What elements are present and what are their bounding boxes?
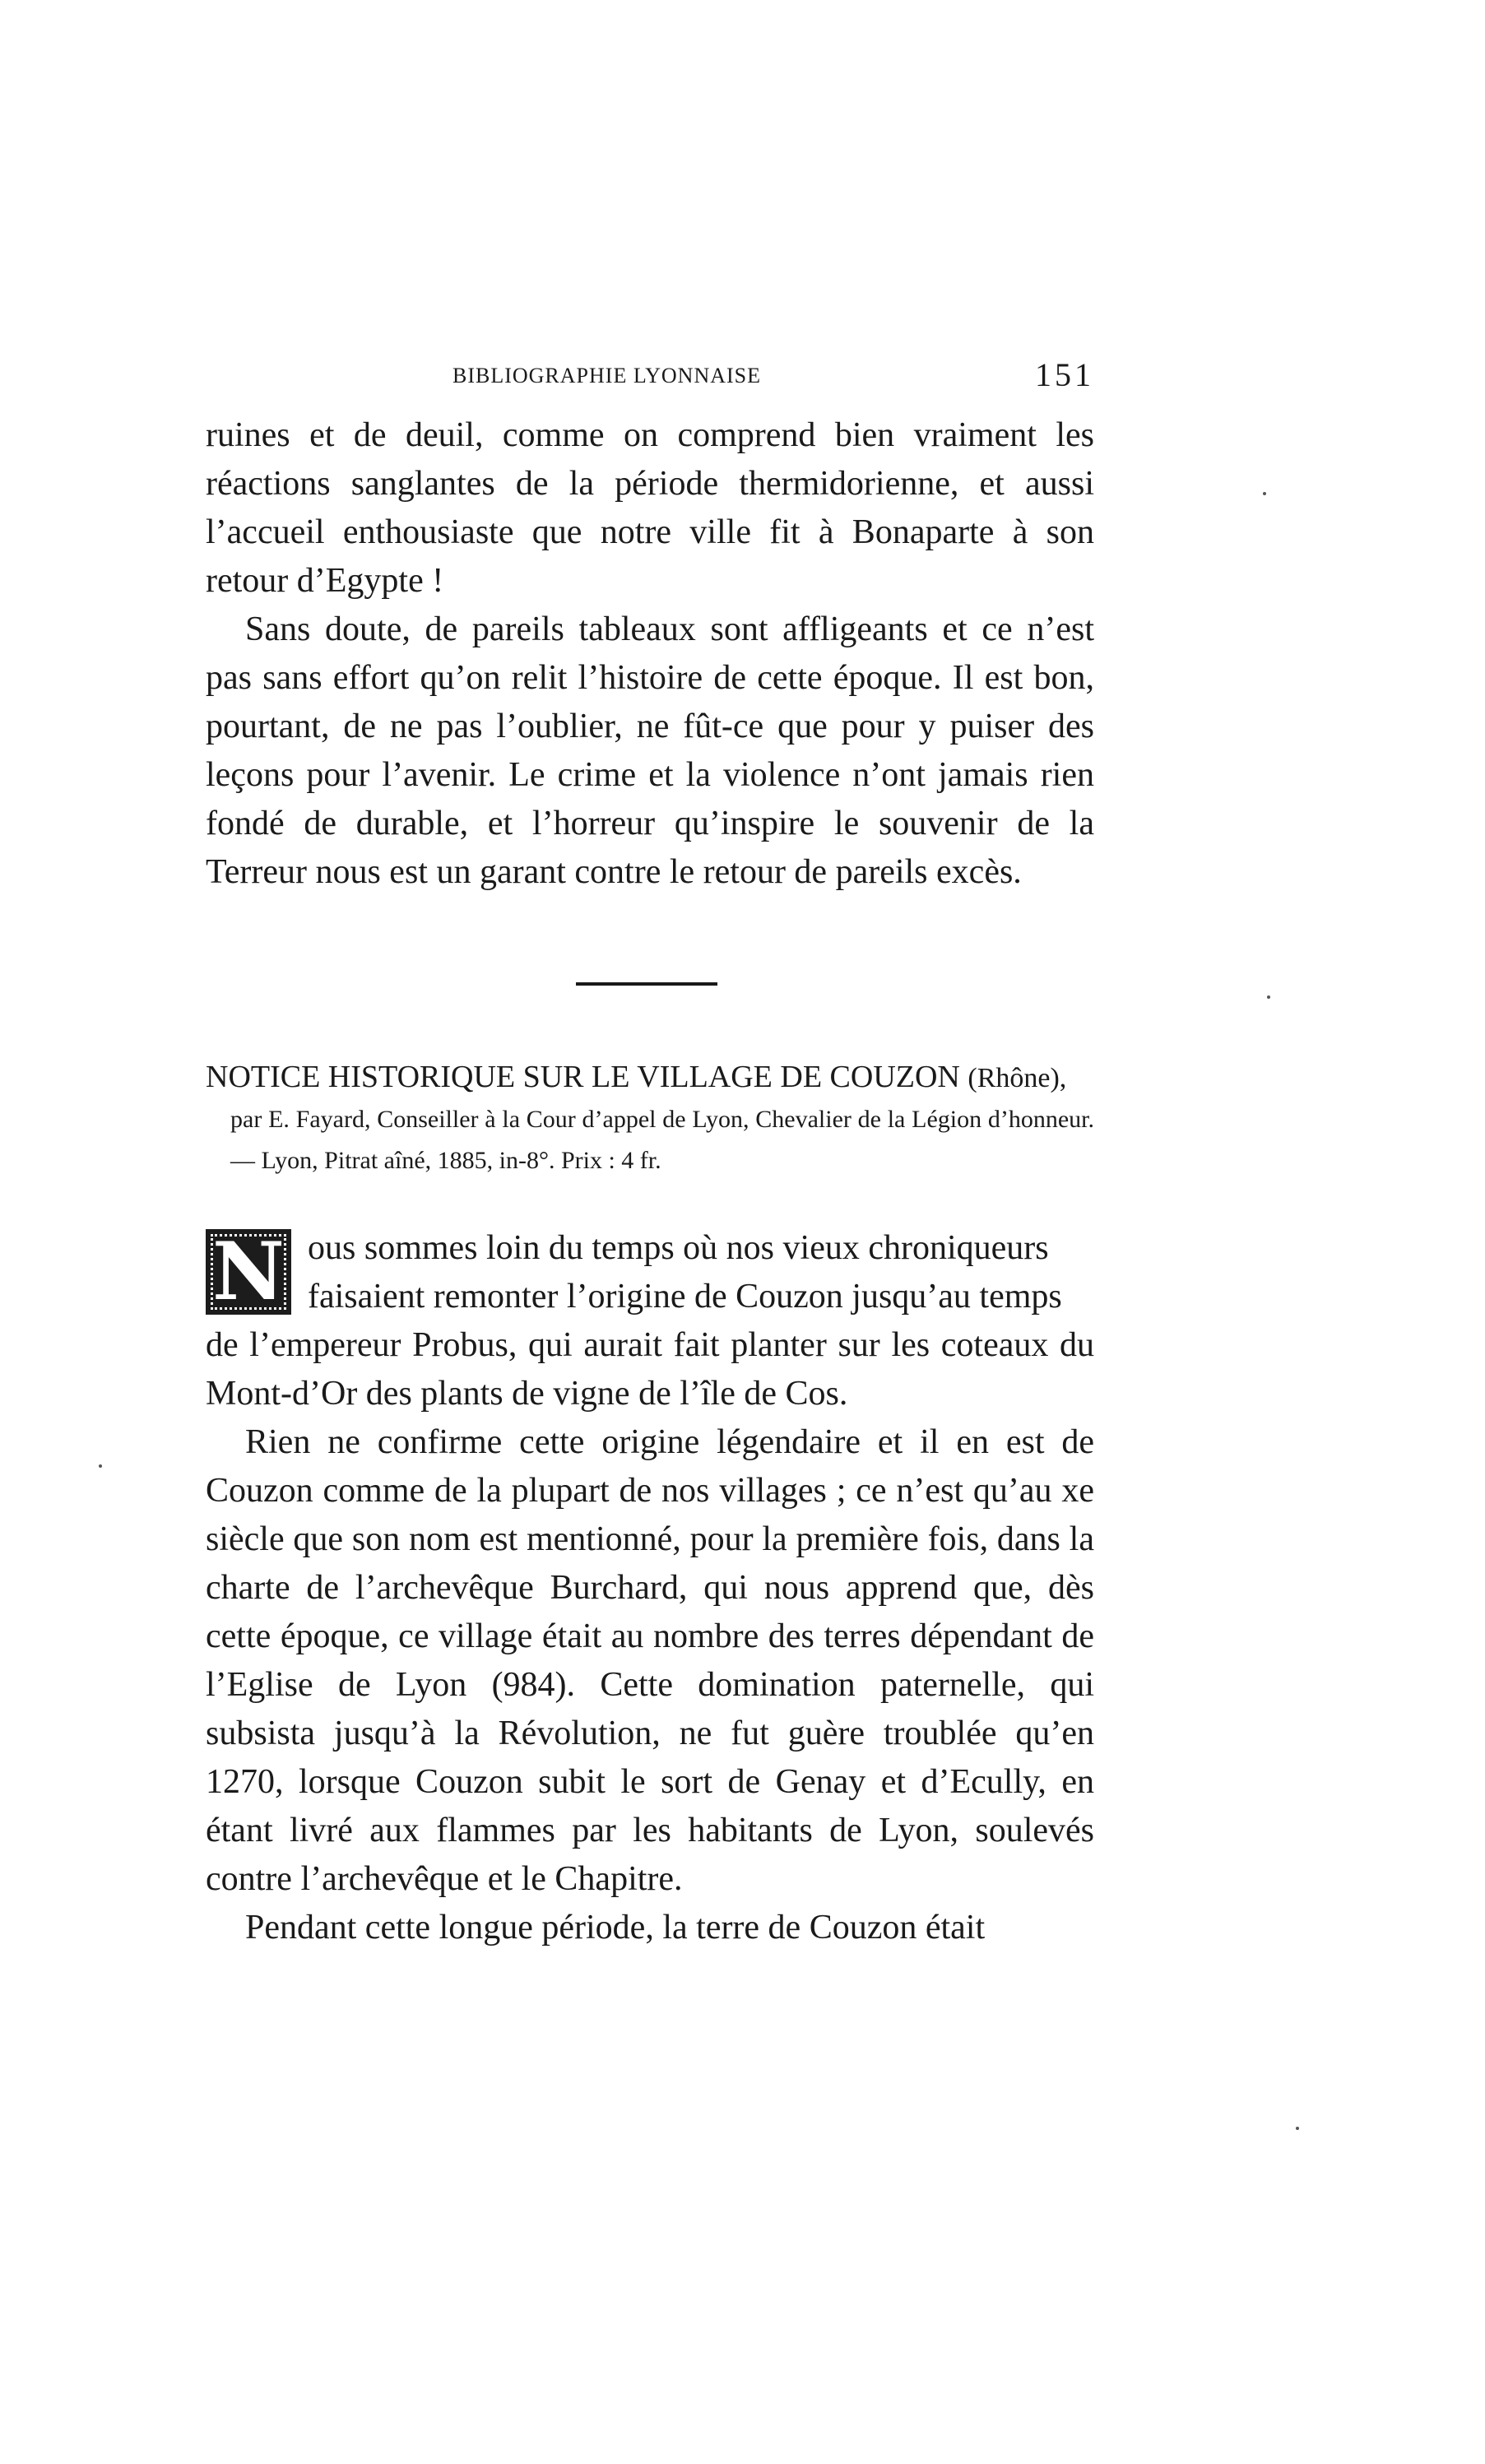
drop-cap-initial: N	[206, 1229, 291, 1315]
paper-speck	[1263, 492, 1266, 495]
notice-byline: par E. Fayard, Conseiller à la Cour d’appel de Lyon, Chevalier de la Légion d’honneur. — Lyon, Pitrat aîné, 1885, in-8°. Prix : 4 fr.	[230, 1106, 1094, 1174]
bibliographic-notice	[206, 1056, 1094, 1181]
running-title: BIBLIOGRAPHIE LYONNAISE	[452, 364, 761, 387]
running-header	[206, 356, 1094, 400]
opening-line-1: ous sommes loin du temps où nos vieux chroniqueurs	[308, 1229, 1049, 1267]
paragraph: Pendant cette longue période, la terre de Couzon était	[245, 1909, 986, 1947]
text-block-review	[206, 1224, 1094, 1952]
paper-speck	[99, 1464, 102, 1468]
paragraph: Rien ne confirme cette origine légendaire et il en est de Couzon comme de la plupart de nos villages ; ce n’est qu’au xe siècle que son nom est mentionné, pour la première fois, dans la charte de l’archevêque Burchard, qui nous apprend que, dès cette époque, ce village était au nombre des terres dépendant de l’Eglise de Lyon (984). Cette domination paternelle, qui subsista jusqu’à la Révolution, ne fut guère troublée qu’en 1270, lorsque Couzon subit le sort de Genay et d’Ecully, en étant livré aux flammes par les habitants de Lyon, soulevés contre l’archevêque et le Chapitre.	[206, 1423, 1094, 1898]
page-number: 151	[1035, 356, 1094, 393]
paragraph: Sans doute, de pareils tableaux sont affligeants et ce n’est pas sans effort qu’on relit l’histoire de cette époque. Il est bon, pourtant, de ne pas l’oublier, ne fût-ce que pour y puiser des leçons pour l’avenir. Le crime et la violence n’ont jamais rien fondé de durable, et l’horreur qu’inspire le souvenir de la Terreur nous est un garant contre le retour de pareils excès.	[206, 610, 1094, 891]
paragraph-continued: ruines et de deuil, comme on comprend bien vraiment les réactions sanglantes de la période thermidorienne, et aussi l’accueil enthousiaste que notre ville fit à Bonaparte à son retour d’Egypte !	[206, 416, 1094, 600]
opening-paragraph	[206, 1224, 1094, 1418]
opening-line-2: faisaient remonter l’origine de Couzon jusqu’au temps	[308, 1278, 1062, 1316]
paper-speck	[1296, 2127, 1299, 2130]
notice-region: (Rhône),	[968, 1063, 1067, 1093]
paper-speck	[1267, 995, 1270, 999]
section-divider	[576, 982, 717, 986]
opening-paragraph-rest: de l’empereur Probus, qui aurait fait planter sur les coteaux du Mont-d’Or des plants de vigne de l’île de Cos.	[206, 1326, 1094, 1413]
text-block-top	[206, 411, 1094, 897]
notice-title: NOTICE HISTORIQUE SUR LE VILLAGE DE COUZON	[206, 1060, 960, 1094]
notice-title-line	[206, 1056, 1094, 1099]
